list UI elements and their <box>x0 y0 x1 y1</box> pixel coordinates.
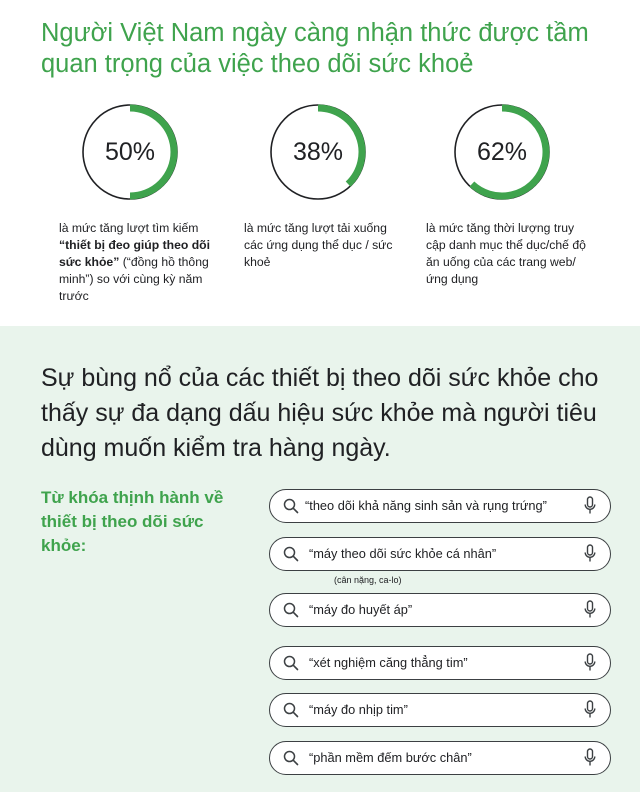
desc-text: (“đồng hồ thông minh”) so với cùng kỳ năm trước <box>59 255 209 303</box>
stats-section <box>0 0 640 326</box>
stat-description <box>59 220 224 305</box>
desc-bold-text: “thiết bị đeo giúp theo dõi sức khỏe” <box>59 238 210 269</box>
search-query: “máy đo nhịp tim” <box>309 702 408 717</box>
stat-value: 38% <box>292 138 344 166</box>
search-bar-2[interactable] <box>269 537 611 571</box>
search-query: “máy theo dõi sức khỏe cá nhân” <box>309 546 497 561</box>
stat-card-2 <box>244 102 468 269</box>
search-bar-1[interactable] <box>269 489 611 523</box>
microphone-icon[interactable] <box>584 653 596 673</box>
microphone-icon[interactable] <box>584 600 596 620</box>
search-icon <box>283 655 299 671</box>
search-icon <box>283 498 299 514</box>
stat-card-1 <box>59 102 280 303</box>
desc-text: là mức tăng lượt tìm kiếm <box>59 221 199 235</box>
microphone-icon[interactable] <box>584 544 596 564</box>
trending-title: Từ khóa thịnh hành về thiết bị theo dõi sức khỏe: <box>41 488 224 555</box>
stat-description: là mức tăng thời lượng truy cập danh mục thể dục/chế độ ăn uống của các trang web/ứng dụng <box>426 221 586 286</box>
search-icon <box>283 602 299 618</box>
search-query: “phần mềm đếm bước chân” <box>309 750 472 765</box>
search-icon <box>283 750 299 766</box>
stat-value: 62% <box>476 138 528 166</box>
stat-description: là mức tăng lượt tải xuống các ứng dụng thể dục / sức khoẻ <box>244 221 393 269</box>
search-icon <box>283 546 299 562</box>
search-bar-5[interactable] <box>269 693 611 727</box>
search-query: “xét nghiệm căng thẳng tim” <box>309 655 468 670</box>
search-bar-4[interactable] <box>269 646 611 680</box>
stat-value: 50% <box>104 138 156 166</box>
headline: Người Việt Nam ngày càng nhận thức được tầm quan trọng của việc theo dõi sức khoẻ <box>41 19 589 78</box>
search-query: “theo dõi khả năng sinh sản và rụng trứng” <box>305 498 547 513</box>
microphone-icon[interactable] <box>584 496 596 516</box>
subheadline: Sự bùng nổ của các thiết bị theo dõi sức khỏe cho thấy sự đa dạng dấu hiệu sức khỏe mà người tiêu dùng muốn kiểm tra hàng ngày. <box>41 364 599 462</box>
search-note: (cân nặng, ca-lo) <box>334 575 402 585</box>
microphone-icon[interactable] <box>584 748 596 768</box>
search-icon <box>283 702 299 718</box>
stat-card-3 <box>426 102 640 286</box>
search-bar-3[interactable] <box>269 593 611 627</box>
microphone-icon[interactable] <box>584 700 596 720</box>
search-bar-6[interactable] <box>269 741 611 775</box>
search-query: “máy đo huyết áp” <box>309 602 413 617</box>
